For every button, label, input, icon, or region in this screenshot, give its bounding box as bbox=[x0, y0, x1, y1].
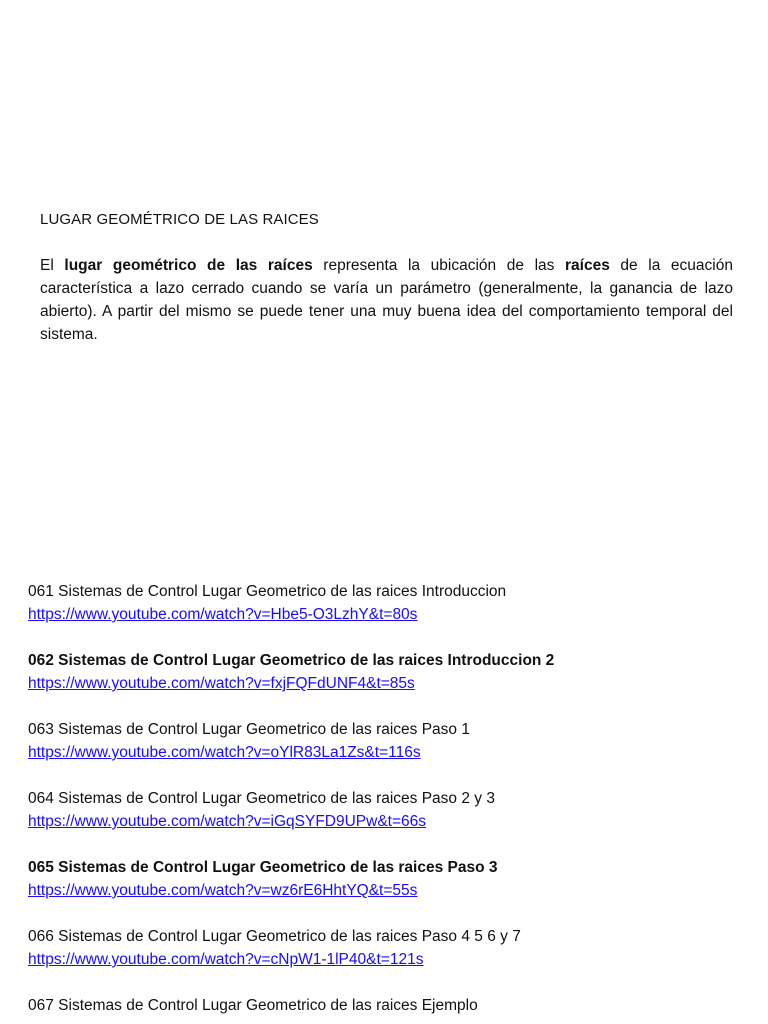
video-title: 065 Sistemas de Control Lugar Geometrico de las raices Paso 3 bbox=[28, 859, 498, 876]
document-heading: LUGAR GEOMÉTRICO DE LAS RAICES bbox=[40, 211, 319, 228]
video-item bbox=[28, 787, 748, 856]
intro-text-1: El bbox=[40, 257, 65, 274]
video-item bbox=[28, 994, 748, 1024]
video-link[interactable]: https://www.youtube.com/watch?v=fxjFQFdUNF4&t=85s bbox=[28, 675, 415, 692]
video-link[interactable]: https://www.youtube.com/watch?v=cNpW1-1lP40&t=121s bbox=[28, 951, 424, 968]
video-item bbox=[28, 649, 748, 718]
video-title: 067 Sistemas de Control Lugar Geometrico de las raices Ejemplo bbox=[28, 997, 478, 1014]
video-title: 066 Sistemas de Control Lugar Geometrico de las raices Paso 4 5 6 y 7 bbox=[28, 928, 521, 945]
video-item bbox=[28, 580, 748, 649]
video-item bbox=[28, 856, 748, 925]
video-item bbox=[28, 925, 748, 994]
video-link[interactable]: https://www.youtube.com/watch?v=wz6rE6HhtYQ&t=55s bbox=[28, 882, 418, 899]
video-title: 062 Sistemas de Control Lugar Geometrico de las raices Introduccion 2 bbox=[28, 652, 555, 669]
intro-bold-raices: raíces bbox=[565, 257, 610, 274]
video-title: 061 Sistemas de Control Lugar Geometrico de las raices Introduccion bbox=[28, 583, 507, 600]
video-title: 063 Sistemas de Control Lugar Geometrico de las raices Paso 1 bbox=[28, 721, 470, 738]
intro-bold-term: lugar geométrico de las raíces bbox=[64, 257, 313, 274]
intro-paragraph bbox=[40, 254, 733, 346]
video-link[interactable]: https://www.youtube.com/watch?v=oYlR83La1Zs&t=116s bbox=[28, 744, 421, 761]
intro-text-3: de la ecuación característica a lazo cerrado cuando se varía un parámetro (generalmente, la ganancia de lazo abierto). A partir del mismo se puede tener una muy buena idea del comportamiento temporal del sistema. bbox=[40, 257, 733, 343]
video-link[interactable]: https://www.youtube.com/watch?v=iGqSYFD9UPw&t=66s bbox=[28, 813, 427, 830]
intro-text-2: representa la ubicación de las bbox=[312, 257, 565, 274]
video-title: 064 Sistemas de Control Lugar Geometrico de las raices Paso 2 y 3 bbox=[28, 790, 495, 807]
video-item bbox=[28, 718, 748, 787]
video-link[interactable]: https://www.youtube.com/watch?v=Hbe5-O3LzhY&t=80s bbox=[28, 606, 418, 623]
video-list bbox=[28, 580, 748, 1024]
